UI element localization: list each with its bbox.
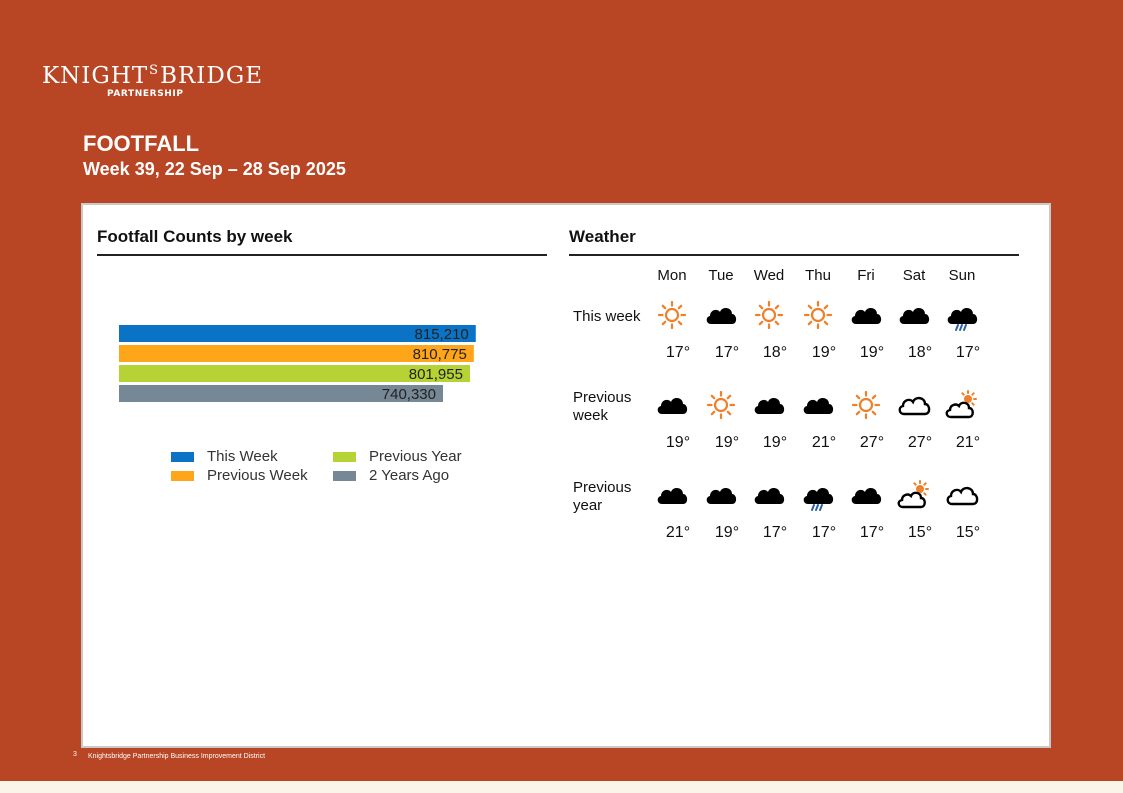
- cloud-outline-icon: [945, 480, 979, 510]
- brand-logo: [42, 58, 263, 99]
- brand-wordmark: $KNIGHT^SBRIDGE$: [42, 63, 263, 89]
- legend-label: 2 Years Ago: [369, 467, 450, 484]
- weather-temp: 21°: [665, 524, 691, 541]
- weather-day-tue: Tue: [708, 267, 734, 284]
- weather-temp: 17°: [811, 524, 837, 541]
- weather-temp: 19°: [665, 434, 691, 451]
- weather-temp: 17°: [859, 524, 885, 541]
- partly-sunny-icon: [897, 480, 931, 510]
- legend-label: Previous Week: [207, 467, 308, 484]
- sun-icon: [655, 300, 689, 330]
- weather-temp: 17°: [955, 344, 981, 361]
- weather-temp: 17°: [665, 344, 691, 361]
- weather-day-wed: Wed: [753, 267, 785, 284]
- weather-temp: 19°: [811, 344, 837, 361]
- weather-day-fri: Fri: [857, 267, 875, 284]
- legend-swatch: [333, 452, 356, 462]
- cloud-icon: [801, 390, 835, 420]
- page-subtitle: Week 39, 22 Sep – 28 Sep 2025: [83, 159, 346, 179]
- footfall-section-title: Footfall Counts by week: [97, 227, 293, 246]
- page-title: FOOTFALL: [83, 131, 200, 156]
- cloud-icon: [704, 300, 738, 330]
- sun-icon: [849, 390, 883, 420]
- weather-temp: 19°: [859, 344, 885, 361]
- cloud-icon: [704, 480, 738, 510]
- bar-value-label: 810,775: [412, 346, 467, 363]
- report-panel: [81, 203, 1051, 748]
- weather-row-label: Previous week: [573, 389, 632, 424]
- legend-item-this-week: [171, 448, 278, 465]
- legend-label: Previous Year: [369, 448, 462, 465]
- cloud-icon: [752, 390, 786, 420]
- weather-temp: 15°: [907, 524, 933, 541]
- cloud-outline-icon: [897, 390, 931, 420]
- bar-value-label: 815,210: [414, 326, 469, 343]
- weather-temp: 18°: [907, 344, 933, 361]
- weather-temp: 19°: [762, 434, 788, 451]
- cloud-icon: [849, 480, 883, 510]
- page-number: 3: [73, 751, 77, 758]
- footer-note: Knightsbridge Partnership Business Improvement District: [88, 753, 266, 760]
- legend-label: This Week: [207, 448, 278, 465]
- weather-section-rule: [569, 254, 1019, 256]
- weather-temp: 19°: [714, 434, 740, 451]
- partly-sunny-icon: [945, 390, 979, 420]
- bar-value-label: 801,955: [408, 366, 463, 383]
- cloud-icon: [655, 390, 689, 420]
- weather-row-label: This week: [573, 308, 641, 325]
- weather-day-sat: Sat: [902, 267, 926, 284]
- legend-swatch: [171, 452, 194, 462]
- weather-day-mon: Mon: [657, 267, 687, 284]
- cloud-icon: [752, 480, 786, 510]
- weather-section-title: Weather: [569, 227, 636, 246]
- legend-item-2-years-ago: [333, 467, 449, 484]
- weather-day-sun: Sun: [948, 267, 976, 284]
- weather-temp: 27°: [907, 434, 933, 451]
- legend-swatch: [333, 471, 356, 481]
- weather-temp: 21°: [811, 434, 837, 451]
- bar-value-label: 740,330: [381, 386, 437, 403]
- weather-temp: 18°: [762, 344, 788, 361]
- weather-temp: 17°: [762, 524, 788, 541]
- weather-day-thu: Thu: [805, 267, 831, 284]
- cloud-icon: [849, 300, 883, 330]
- cloud-icon: [897, 300, 931, 330]
- rain-cloud-icon: [801, 480, 835, 510]
- weather-temp: 17°: [714, 344, 740, 361]
- rain-cloud-icon: [945, 300, 979, 330]
- weather-temp: 19°: [714, 524, 740, 541]
- bottom-band: [0, 781, 1123, 793]
- sun-icon: [801, 300, 835, 330]
- legend-item-previous-year: [333, 448, 462, 465]
- cloud-icon: [655, 480, 689, 510]
- weather-temp: 15°: [955, 524, 981, 541]
- weather-temp: 27°: [859, 434, 885, 451]
- weather-temp: 21°: [955, 434, 981, 451]
- sun-icon: [704, 390, 738, 420]
- legend-item-previous-week: [171, 467, 308, 484]
- page-heading: [83, 131, 346, 181]
- legend-swatch: [171, 471, 194, 481]
- sun-icon: [752, 300, 786, 330]
- footfall-bar-chart: [83, 205, 553, 505]
- brand-subtitle: PARTNERSHIP: [107, 89, 184, 99]
- weather-row-label: Previous year: [573, 479, 632, 514]
